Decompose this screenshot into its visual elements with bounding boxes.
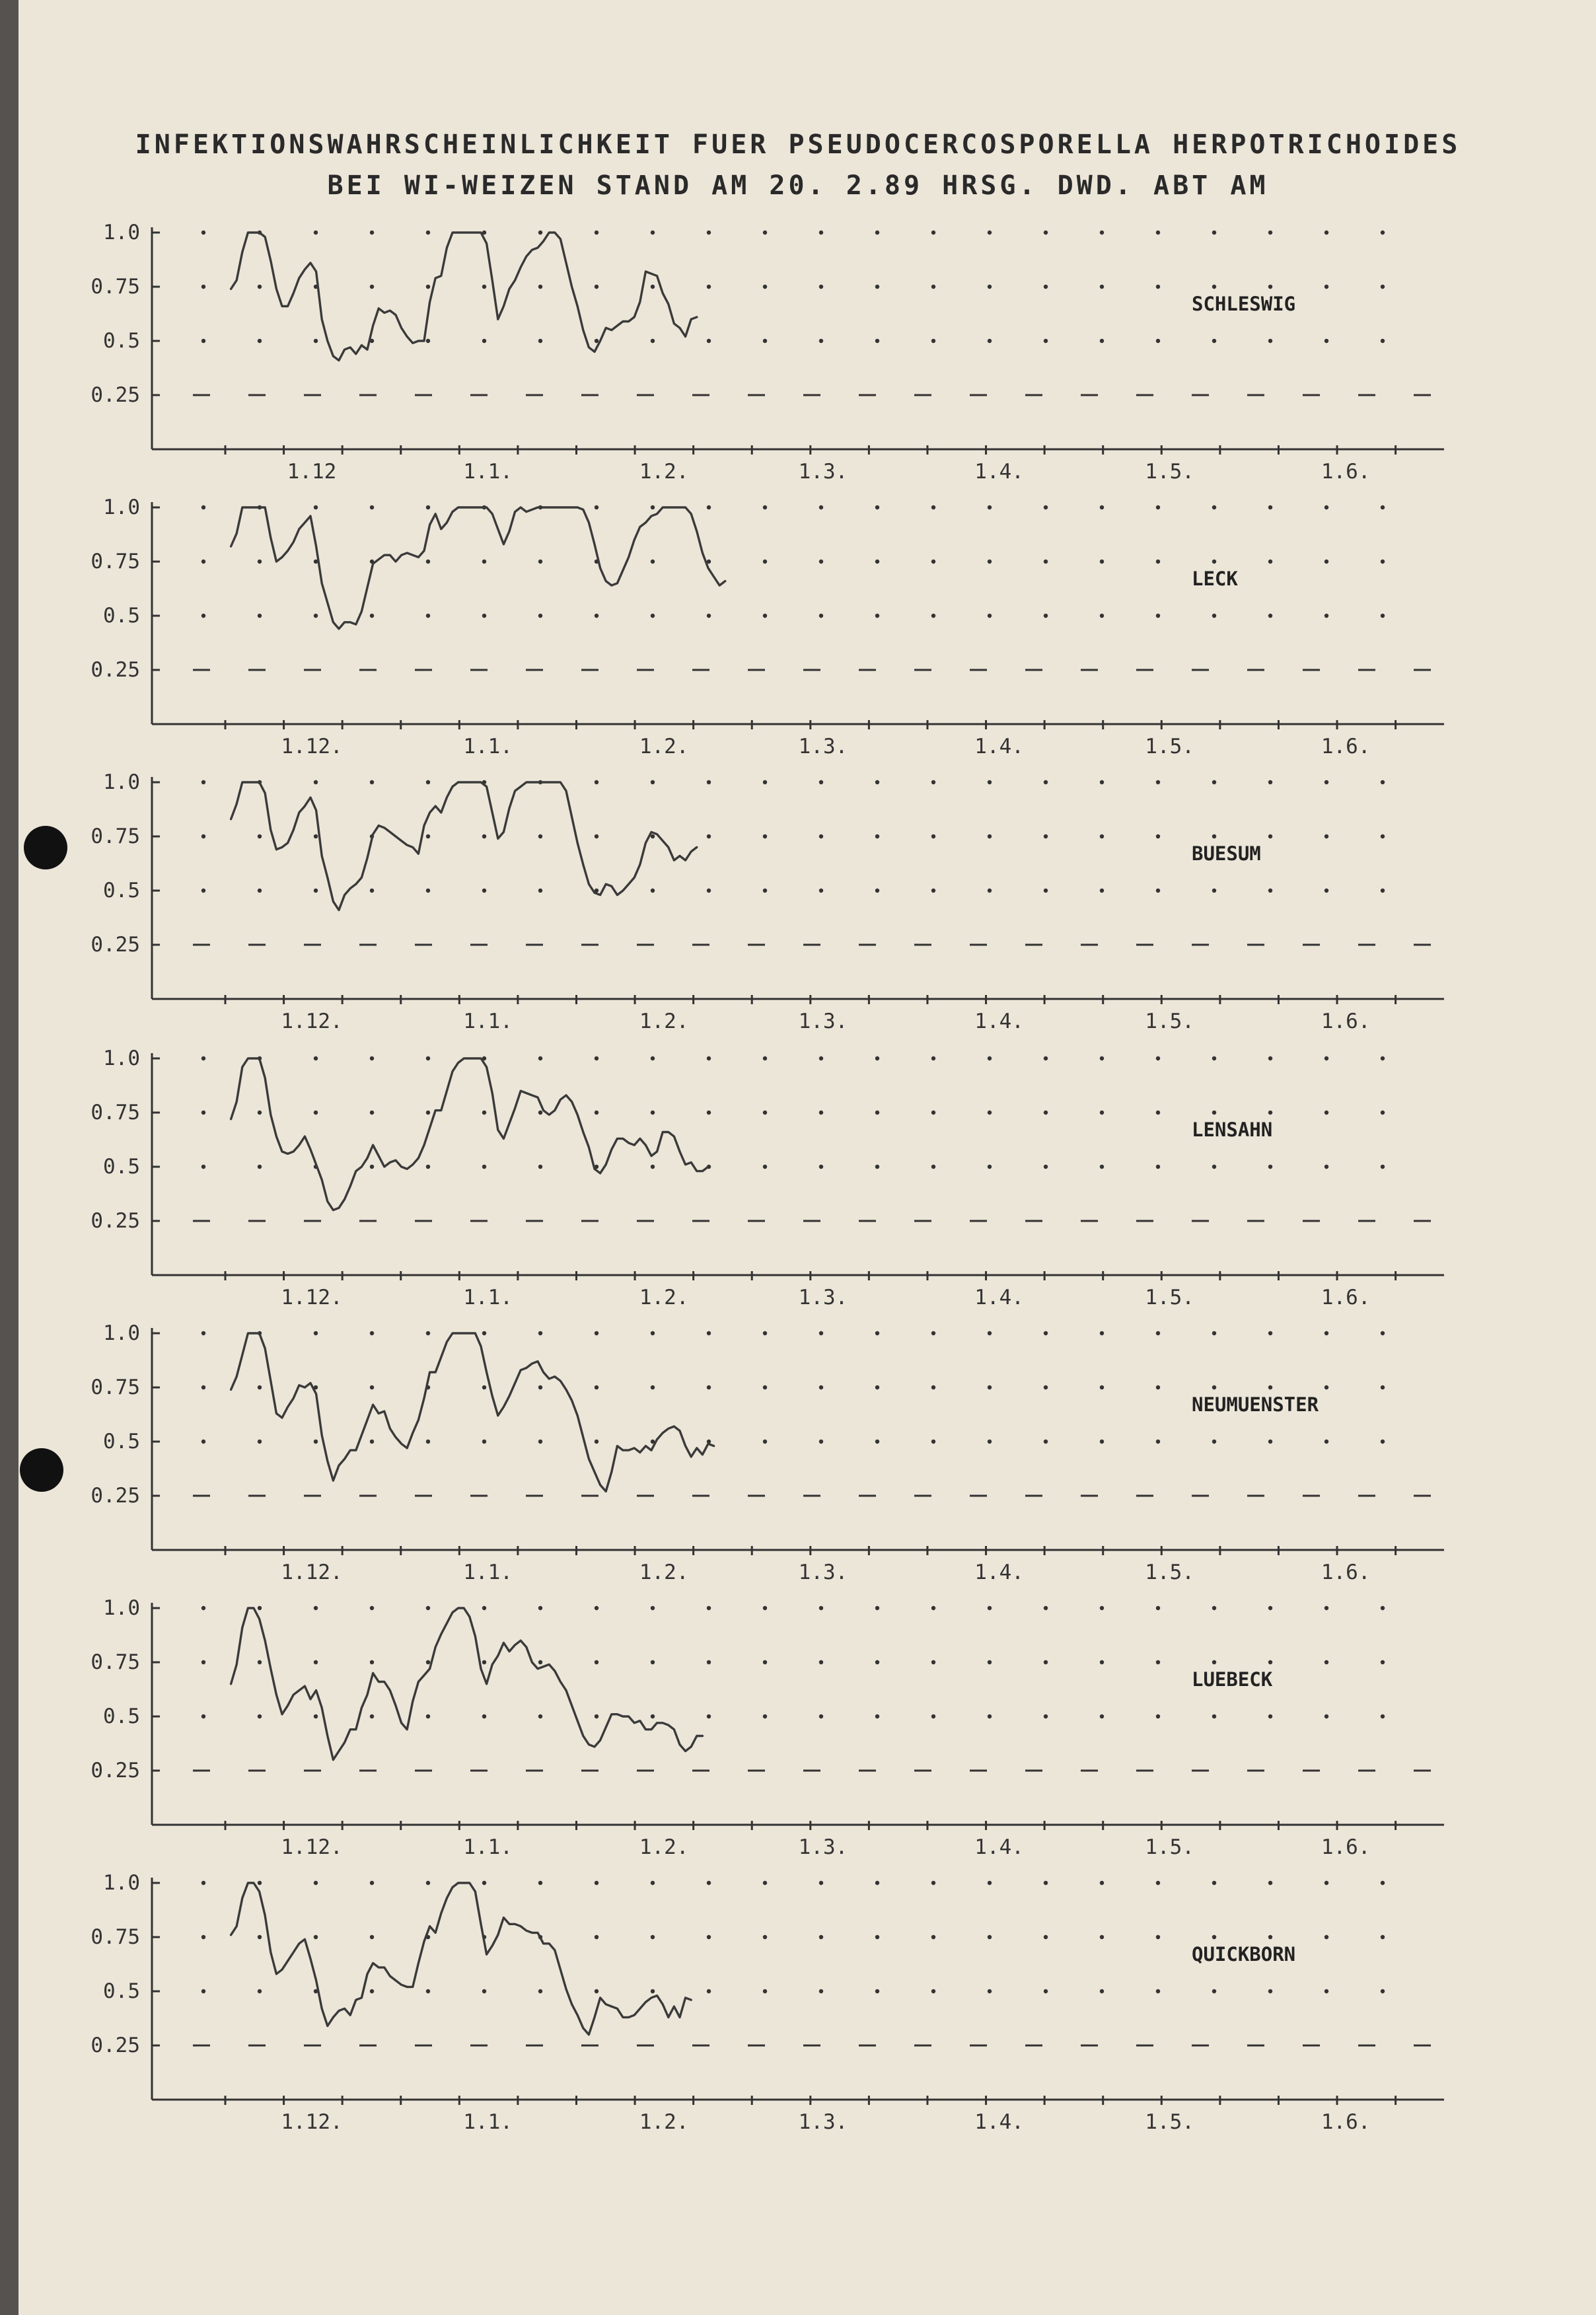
x-tick-label: 1.3. — [798, 1010, 848, 1033]
x-tick-label: 1.12. — [281, 1010, 343, 1033]
x-tick-label: 1.2. — [639, 460, 689, 484]
x-tick-label: 1.4. — [974, 1561, 1024, 1584]
x-tick-label: 1.3. — [798, 735, 848, 758]
x-tick-label: 1.5. — [1145, 1835, 1194, 1859]
station-label: LECK — [1192, 568, 1238, 590]
x-tick-label: 1.4. — [974, 2110, 1024, 2134]
y-tick-label: 1.0 — [103, 496, 140, 519]
y-tick-label: 0.75 — [91, 275, 140, 299]
x-tick-label: 1.2. — [639, 1010, 689, 1033]
station-label: QUICKBORN — [1192, 1943, 1296, 1966]
y-tick-label: 0.5 — [103, 879, 140, 902]
grid-row-dots — [201, 1331, 1385, 1335]
y-tick-label: 0.75 — [91, 550, 140, 573]
chart-title-line2: BEI WI-WEIZEN STAND AM 20. 2.89 HRSG. DWD. ABT AM — [327, 170, 1269, 201]
grid-row-dots — [201, 1714, 1385, 1718]
x-tick-label: 1.12. — [281, 1835, 343, 1859]
y-tick-label: 0.25 — [91, 1209, 140, 1233]
y-tick-label: 0.25 — [91, 1484, 140, 1508]
x-tick-label: 1.1. — [463, 460, 513, 484]
x-tick-label: 1.2. — [639, 1561, 689, 1584]
y-tick-label: 1.0 — [103, 1596, 140, 1620]
station-label: SCHLESWIG — [1192, 293, 1296, 315]
y-tick-label: 0.75 — [91, 825, 140, 848]
y-tick-label: 1.0 — [103, 1321, 140, 1345]
grid-row-dots — [201, 1606, 1385, 1610]
x-tick-label: 1.2. — [639, 735, 689, 758]
grid-row-dots — [201, 614, 1385, 618]
y-tick-label: 0.5 — [103, 1430, 140, 1453]
grid-row-dots — [201, 1165, 1385, 1169]
grid-row-dots — [201, 1881, 1385, 1885]
x-tick-label: 1.6. — [1321, 735, 1371, 758]
x-tick-label: 1.6. — [1321, 1010, 1371, 1033]
y-tick-label: 0.5 — [103, 1705, 140, 1728]
x-tick-label: 1.3. — [798, 460, 848, 484]
series-line — [231, 1608, 703, 1760]
series-line — [231, 1333, 714, 1491]
grid-row-dots — [201, 1989, 1385, 1993]
grid-row-dots — [201, 834, 1385, 838]
y-tick-label: 0.5 — [103, 604, 140, 628]
grid-row-dots — [201, 889, 1385, 893]
x-tick-label: 1.3. — [798, 1835, 848, 1859]
x-tick-label: 1.1. — [463, 1561, 513, 1584]
y-tick-label: 0.75 — [91, 1376, 140, 1399]
y-tick-label: 0.25 — [91, 1759, 140, 1782]
x-tick-label: 1.6. — [1321, 1286, 1371, 1309]
x-tick-label: 1.1. — [463, 735, 513, 758]
y-tick-label: 0.5 — [103, 1155, 140, 1179]
y-tick-label: 1.0 — [103, 1047, 140, 1070]
x-tick-label: 1.5. — [1145, 1010, 1194, 1033]
x-tick-label: 1.6. — [1321, 1835, 1371, 1859]
station-label: BUESUM — [1192, 842, 1261, 865]
x-tick-label: 1.6. — [1321, 1561, 1371, 1584]
grid-row-dots — [201, 1660, 1385, 1664]
x-tick-label: 1.12. — [281, 1561, 343, 1584]
grid-row-dots — [201, 780, 1385, 784]
station-label: NEUMUENSTER — [1192, 1393, 1319, 1416]
grid-row-dots — [201, 1935, 1385, 1939]
grid-row-dots — [201, 505, 1385, 509]
x-tick-label: 1.5. — [1145, 1561, 1194, 1584]
x-tick-label: 1.12. — [281, 2110, 343, 2134]
y-tick-label: 0.25 — [91, 383, 140, 407]
x-tick-label: 1.2. — [639, 1286, 689, 1309]
x-tick-label: 1.12. — [281, 735, 343, 758]
grid-row-dots — [201, 231, 1385, 235]
x-tick-label: 1.12 — [287, 460, 337, 484]
x-tick-label: 1.12. — [281, 1286, 343, 1309]
x-tick-label: 1.5. — [1145, 735, 1194, 758]
x-tick-label: 1.4. — [974, 1010, 1024, 1033]
x-tick-label: 1.2. — [639, 2110, 689, 2134]
series-line — [231, 233, 697, 361]
x-tick-label: 1.1. — [463, 1835, 513, 1859]
grid-row-dots — [201, 285, 1385, 289]
y-tick-label: 0.25 — [91, 933, 140, 957]
y-tick-label: 0.25 — [91, 658, 140, 682]
grid-row-dots — [201, 1385, 1385, 1389]
y-tick-label: 0.75 — [91, 1101, 140, 1124]
y-tick-label: 0.75 — [91, 1650, 140, 1674]
y-tick-label: 0.25 — [91, 2034, 140, 2057]
y-tick-label: 0.75 — [91, 1925, 140, 1949]
y-tick-label: 1.0 — [103, 770, 140, 794]
x-tick-label: 1.4. — [974, 460, 1024, 484]
series-line — [231, 1058, 708, 1210]
x-tick-label: 1.4. — [974, 735, 1024, 758]
series-line — [231, 1883, 692, 2035]
grid-row-dots — [201, 1056, 1385, 1060]
x-tick-label: 1.2. — [639, 1835, 689, 1859]
x-tick-label: 1.4. — [974, 1286, 1024, 1309]
x-tick-label: 1.1. — [463, 1010, 513, 1033]
x-tick-label: 1.6. — [1321, 460, 1371, 484]
station-label: LUEBECK — [1192, 1668, 1273, 1691]
station-label: LENSAHN — [1192, 1119, 1273, 1141]
x-tick-label: 1.5. — [1145, 1286, 1194, 1309]
grid-row-dots — [201, 1440, 1385, 1444]
chart-title-line1: INFEKTIONSWAHRSCHEINLICHKEIT FUER PSEUDOCERCOSPORELLA HERPOTRICHOIDES — [135, 129, 1461, 160]
y-tick-label: 1.0 — [103, 221, 140, 244]
x-tick-label: 1.4. — [974, 1835, 1024, 1859]
series-line — [231, 507, 725, 629]
x-tick-label: 1.1. — [463, 2110, 513, 2134]
y-tick-label: 0.5 — [103, 1979, 140, 2003]
grid-row-dots — [201, 1111, 1385, 1115]
grid-row-dots — [201, 339, 1385, 343]
x-tick-label: 1.6. — [1321, 2110, 1371, 2134]
x-tick-label: 1.5. — [1145, 460, 1194, 484]
x-tick-label: 1.3. — [798, 1561, 848, 1584]
y-tick-label: 1.0 — [103, 1871, 140, 1895]
y-tick-label: 0.5 — [103, 329, 140, 353]
x-tick-label: 1.3. — [798, 2110, 848, 2134]
x-tick-label: 1.3. — [798, 1286, 848, 1309]
series-line — [231, 782, 697, 910]
x-tick-label: 1.5. — [1145, 2110, 1194, 2134]
x-tick-label: 1.1. — [463, 1286, 513, 1309]
